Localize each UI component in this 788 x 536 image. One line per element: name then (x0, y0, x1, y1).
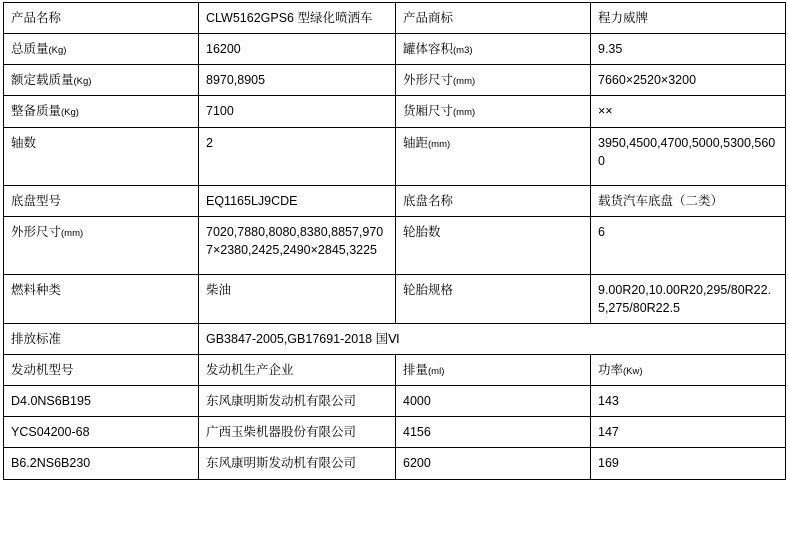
engine-header-power: 功率(Kw) (591, 355, 786, 386)
table-row-engine (4, 417, 786, 448)
row-label-fuel-type: 燃料种类 (4, 274, 199, 323)
row-value-fuel-type: 柴油 (199, 274, 396, 323)
engine-header-displacement: 排量(ml) (396, 355, 591, 386)
engine-displacement: 4156 (396, 417, 591, 448)
table-row-engine (4, 386, 786, 417)
row-value-overall-dimensions: 7660×2520×3200 (591, 65, 786, 96)
table-row (4, 274, 786, 323)
engine-model: B6.2NS6B230 (4, 448, 199, 479)
table-row (4, 185, 786, 216)
table-row-engine (4, 448, 786, 479)
table-row (4, 96, 786, 127)
row-label-cargo-box-size: 货厢尺寸(mm) (396, 96, 591, 127)
engine-displacement: 6200 (396, 448, 591, 479)
row-value-tire-count: 6 (591, 216, 786, 274)
engine-header-model: 发动机型号 (4, 355, 199, 386)
row-label-chassis-model: 底盘型号 (4, 185, 199, 216)
row-label-wheelbase: 轴距(mm) (396, 127, 591, 185)
row-label-tank-volume: 罐体容积(m3) (396, 34, 591, 65)
table-row-engine-header (4, 355, 786, 386)
row-label-product-name: 产品名称 (4, 3, 199, 34)
engine-power: 169 (591, 448, 786, 479)
vehicle-spec-sheet (0, 2, 788, 536)
row-label-product-brand: 产品商标 (396, 3, 591, 34)
table-row (4, 127, 786, 185)
row-value-product-name: CLW5162GPS6 型绿化喷洒车 (199, 3, 396, 34)
row-value-gross-mass: 16200 (199, 34, 396, 65)
row-label-rated-load: 额定载质量(Kg) (4, 65, 199, 96)
row-label-gross-mass: 总质量(Kg) (4, 34, 199, 65)
row-value-chassis-model: EQ1165LJ9CDE (199, 185, 396, 216)
engine-model: YCS04200-68 (4, 417, 199, 448)
row-value-rated-load: 8970,8905 (199, 65, 396, 96)
row-value-chassis-name: 载货汽车底盘（二类） (591, 185, 786, 216)
row-label-chassis-name: 底盘名称 (396, 185, 591, 216)
row-value-wheelbase: 3950,4500,4700,5000,5300,5600 (591, 127, 786, 185)
engine-maker: 广西玉柴机器股份有限公司 (199, 417, 396, 448)
table-row (4, 3, 786, 34)
engine-maker: 东风康明斯发动机有限公司 (199, 386, 396, 417)
row-value-curb-mass: 7100 (199, 96, 396, 127)
table-row (4, 65, 786, 96)
table-row (4, 216, 786, 274)
row-value-axle-count: 2 (199, 127, 396, 185)
table-row-emission (4, 323, 786, 354)
engine-model: D4.0NS6B195 (4, 386, 199, 417)
row-value-chassis-dimensions: 7020,7880,8080,8380,8857,9707×2380,2425,2490×2845,3225 (199, 216, 396, 274)
table-row (4, 34, 786, 65)
engine-header-maker: 发动机生产企业 (199, 355, 396, 386)
row-label-tire-count: 轮胎数 (396, 216, 591, 274)
row-value-product-brand: 程力威牌 (591, 3, 786, 34)
engine-power: 147 (591, 417, 786, 448)
vehicle-spec-table (3, 2, 786, 480)
row-value-emission-standard: GB3847-2005,GB17691-2018 国Ⅵ (199, 323, 786, 354)
row-label-tire-spec: 轮胎规格 (396, 274, 591, 323)
row-label-axle-count: 轴数 (4, 127, 199, 185)
row-label-emission-standard: 排放标准 (4, 323, 199, 354)
row-value-tire-spec: 9.00R20,10.00R20,295/80R22.5,275/80R22.5 (591, 274, 786, 323)
row-value-cargo-box-size: ×× (591, 96, 786, 127)
row-label-chassis-dimensions: 外形尺寸(mm) (4, 216, 199, 274)
row-label-overall-dimensions: 外形尺寸(mm) (396, 65, 591, 96)
row-value-tank-volume: 9.35 (591, 34, 786, 65)
engine-displacement: 4000 (396, 386, 591, 417)
row-label-curb-mass: 整备质量(Kg) (4, 96, 199, 127)
engine-maker: 东风康明斯发动机有限公司 (199, 448, 396, 479)
engine-power: 143 (591, 386, 786, 417)
